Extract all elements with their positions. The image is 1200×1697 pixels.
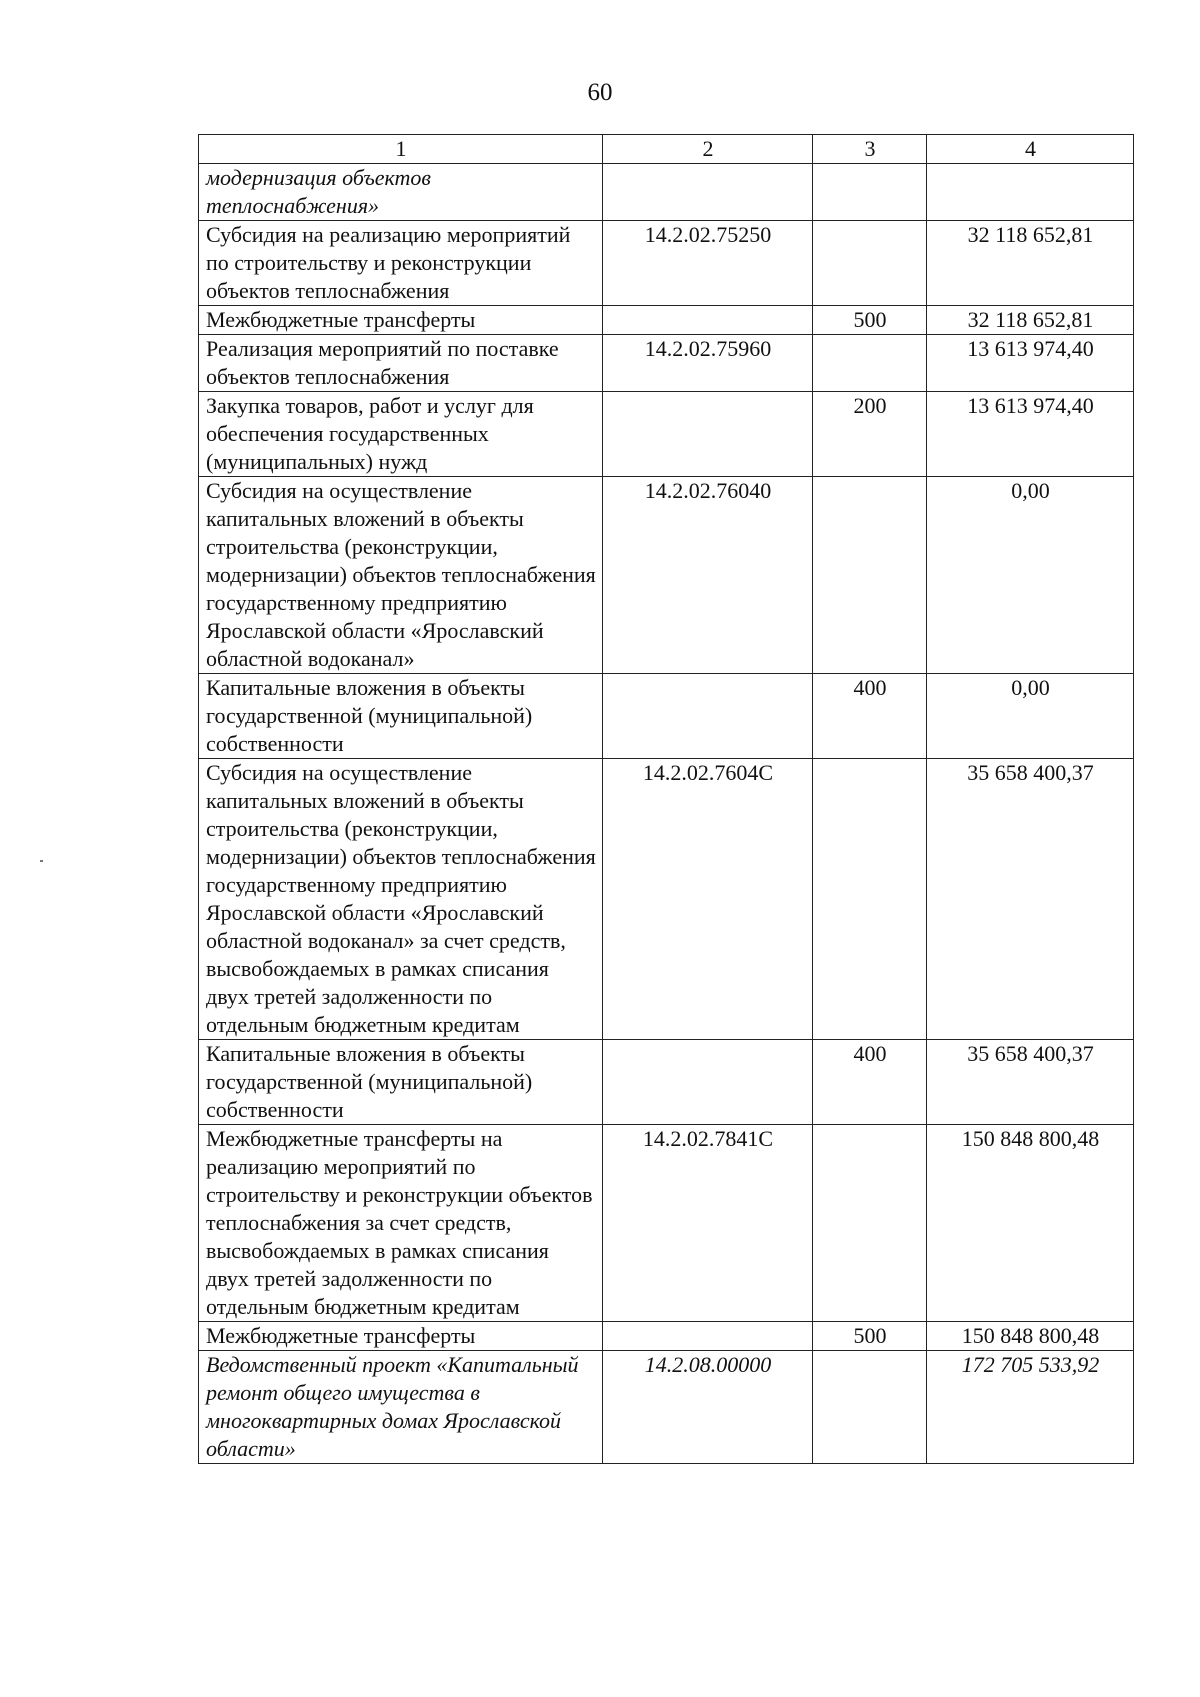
table-row — [199, 392, 1134, 477]
row-code-cell: 14.2.02.75960 — [603, 335, 813, 392]
row-code-cell: 14.2.02.7604C — [603, 759, 813, 1040]
row-code-cell: 14.2.08.00000 — [603, 1351, 813, 1464]
row-amount-cell: 13 613 974,40 — [927, 392, 1134, 477]
row-code-cell — [603, 1322, 813, 1351]
scan-speck — [40, 860, 43, 862]
row-code-cell: 14.2.02.76040 — [603, 477, 813, 674]
row-name-cell: модернизация объектов теплоснабжения» — [199, 164, 603, 221]
row-name-cell: Субсидия на реализацию мероприятий по строительству и реконструкции объектов теплоснабжения — [199, 221, 603, 306]
table-row — [199, 306, 1134, 335]
table-row — [199, 1125, 1134, 1322]
row-type-cell: 400 — [813, 1040, 927, 1125]
row-amount-cell: 32 118 652,81 — [927, 221, 1134, 306]
row-type-cell — [813, 1351, 927, 1464]
row-type-cell — [813, 335, 927, 392]
row-name-cell: Закупка товаров, работ и услуг для обеспечения государственных (муниципальных) нужд — [199, 392, 603, 477]
row-type-cell: 500 — [813, 306, 927, 335]
row-type-cell: 200 — [813, 392, 927, 477]
row-type-cell — [813, 477, 927, 674]
row-code-cell: 14.2.02.75250 — [603, 221, 813, 306]
row-code-cell — [603, 306, 813, 335]
row-amount-cell: 13 613 974,40 — [927, 335, 1134, 392]
row-code-cell: 14.2.02.7841C — [603, 1125, 813, 1322]
row-amount-cell: 0,00 — [927, 477, 1134, 674]
row-code-cell — [603, 164, 813, 221]
row-name-cell: Межбюджетные трансферты на реализацию мероприятий по строительству и реконструкции объектов теплоснабжения за счет средств, высвобождаемых в рамках списания двух третей задолженности по отдельным бюджетным кредитам — [199, 1125, 603, 1322]
row-type-cell: 400 — [813, 674, 927, 759]
table-row — [199, 164, 1134, 221]
table-row — [199, 759, 1134, 1040]
row-name-cell: Капитальные вложения в объекты государственной (муниципальной) собственности — [199, 674, 603, 759]
table-row — [199, 335, 1134, 392]
row-code-cell — [603, 674, 813, 759]
column-header-4: 4 — [927, 135, 1134, 164]
row-amount-cell — [927, 164, 1134, 221]
row-name-cell: Субсидия на осуществление капитальных вложений в объекты строительства (реконструкции, модернизации) объектов теплоснабжения государственному предприятию Ярославской области «Ярославский областной водоканал» — [199, 477, 603, 674]
row-type-cell — [813, 221, 927, 306]
row-code-cell — [603, 392, 813, 477]
row-amount-cell: 32 118 652,81 — [927, 306, 1134, 335]
row-amount-cell: 35 658 400,37 — [927, 759, 1134, 1040]
page-number: 60 — [587, 79, 613, 106]
row-name-cell: Межбюджетные трансферты — [199, 306, 603, 335]
row-name-cell: Ведомственный проект «Капитальный ремонт общего имущества в многоквартирных домах Ярославской области» — [199, 1351, 603, 1464]
column-header-1: 1 — [199, 135, 603, 164]
row-name-cell: Межбюджетные трансферты — [199, 1322, 603, 1351]
row-type-cell: 500 — [813, 1322, 927, 1351]
budget-table-body — [199, 135, 1134, 1464]
budget-table — [198, 134, 1134, 1464]
table-row — [199, 1322, 1134, 1351]
column-header-3: 3 — [813, 135, 927, 164]
row-type-cell — [813, 164, 927, 221]
row-amount-cell: 35 658 400,37 — [927, 1040, 1134, 1125]
row-code-cell — [603, 1040, 813, 1125]
table-row — [199, 674, 1134, 759]
column-header-2: 2 — [603, 135, 813, 164]
row-name-cell: Субсидия на осуществление капитальных вложений в объекты строительства (реконструкции, модернизации) объектов теплоснабжения государственному предприятию Ярославской области «Ярославский областной водоканал» за счет средств, высвобождаемых в рамках списания двух третей задолженности по отдельным бюджетным кредитам — [199, 759, 603, 1040]
row-amount-cell: 0,00 — [927, 674, 1134, 759]
row-type-cell — [813, 759, 927, 1040]
table-row — [199, 1040, 1134, 1125]
row-name-cell: Реализация мероприятий по поставке объектов теплоснабжения — [199, 335, 603, 392]
row-amount-cell: 150 848 800,48 — [927, 1125, 1134, 1322]
table-row — [199, 1351, 1134, 1464]
row-type-cell — [813, 1125, 927, 1322]
row-name-cell: Капитальные вложения в объекты государственной (муниципальной) собственности — [199, 1040, 603, 1125]
table-row — [199, 477, 1134, 674]
row-amount-cell: 150 848 800,48 — [927, 1322, 1134, 1351]
table-row — [199, 221, 1134, 306]
row-amount-cell: 172 705 533,92 — [927, 1351, 1134, 1464]
table-header-row — [199, 135, 1134, 164]
